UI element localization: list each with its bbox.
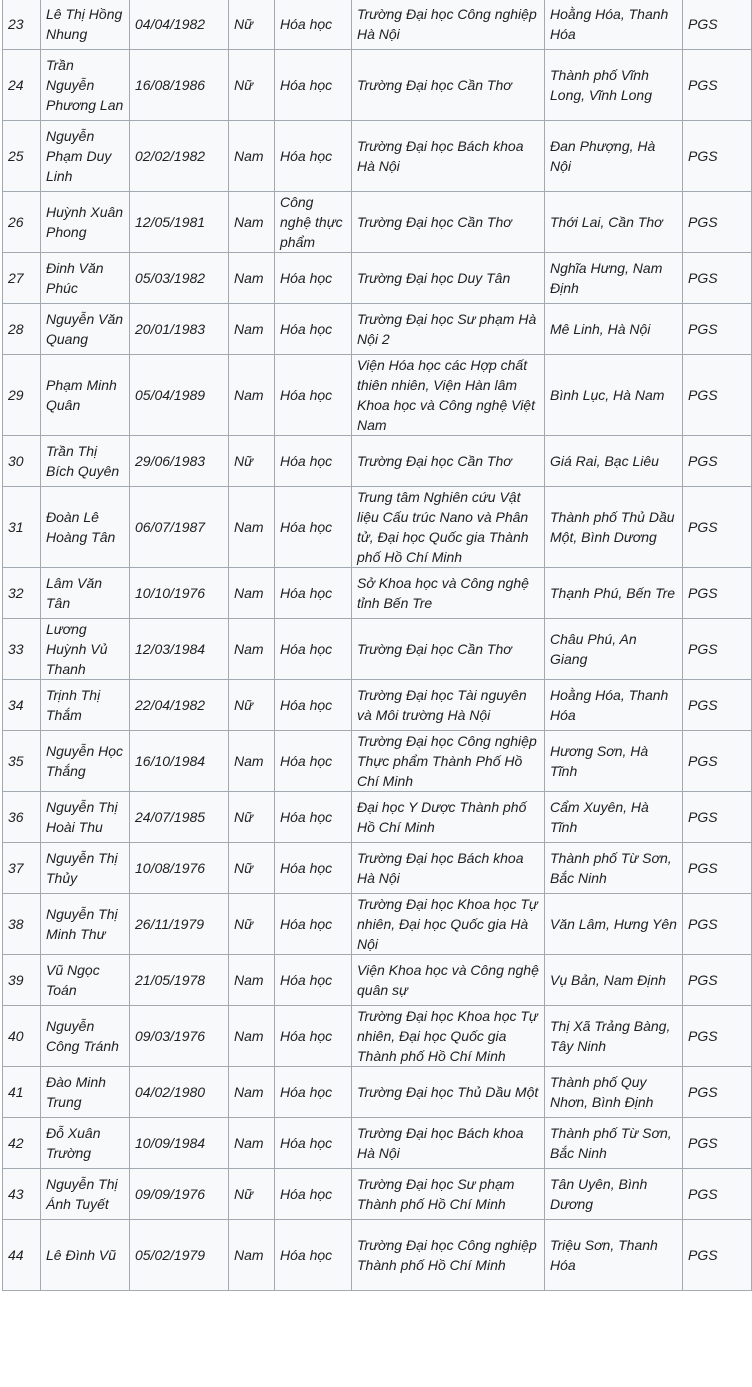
institution-cell: Viện Hóa học các Hợp chất thiên nhiên, Viện Hàn lâm Khoa học và Công nghệ Việt Nam <box>352 355 545 436</box>
gender-cell: Nữ <box>229 792 275 843</box>
row-number-cell: 40 <box>3 1006 41 1067</box>
professors-table <box>2 0 752 1291</box>
row-number-cell: 39 <box>3 955 41 1006</box>
title-cell: PGS <box>683 1118 752 1169</box>
birth-date-cell: 09/03/1976 <box>130 1006 229 1067</box>
hometown-cell: Thành phố Quy Nhơn, Bình Định <box>545 1067 683 1118</box>
name-cell: Nguyễn Văn Quang <box>41 304 130 355</box>
gender-cell: Nam <box>229 568 275 619</box>
field-cell: Hóa học <box>275 619 352 680</box>
birth-date-cell: 22/04/1982 <box>130 680 229 731</box>
field-cell: Công nghệ thực phẩm <box>275 192 352 253</box>
table-row <box>3 1118 752 1169</box>
birth-date-cell: 29/06/1983 <box>130 436 229 487</box>
hometown-cell: Hoằng Hóa, Thanh Hóa <box>545 0 683 50</box>
institution-cell: Trường Đại học Bách khoa Hà Nội <box>352 121 545 192</box>
hometown-cell: Thạnh Phú, Bến Tre <box>545 568 683 619</box>
row-number-cell: 23 <box>3 0 41 50</box>
title-cell: PGS <box>683 568 752 619</box>
institution-cell: Trường Đại học Khoa học Tự nhiên, Đại học Quốc gia Thành phố Hồ Chí Minh <box>352 1006 545 1067</box>
gender-cell: Nam <box>229 1118 275 1169</box>
table-row <box>3 955 752 1006</box>
gender-cell: Nữ <box>229 894 275 955</box>
table-row <box>3 894 752 955</box>
institution-cell: Trường Đại học Cần Thơ <box>352 619 545 680</box>
birth-date-cell: 12/03/1984 <box>130 619 229 680</box>
title-cell: PGS <box>683 619 752 680</box>
institution-cell: Trường Đại học Cần Thơ <box>352 192 545 253</box>
institution-cell: Trường Đại học Duy Tân <box>352 253 545 304</box>
institution-cell: Đại học Y Dược Thành phố Hồ Chí Minh <box>352 792 545 843</box>
row-number-cell: 36 <box>3 792 41 843</box>
name-cell: Nguyễn Phạm Duy Linh <box>41 121 130 192</box>
row-number-cell: 32 <box>3 568 41 619</box>
gender-cell: Nữ <box>229 1169 275 1220</box>
name-cell: Đào Minh Trung <box>41 1067 130 1118</box>
title-cell: PGS <box>683 894 752 955</box>
title-cell: PGS <box>683 792 752 843</box>
hometown-cell: Hương Sơn, Hà Tĩnh <box>545 731 683 792</box>
row-number-cell: 28 <box>3 304 41 355</box>
birth-date-cell: 04/04/1982 <box>130 0 229 50</box>
row-number-cell: 30 <box>3 436 41 487</box>
title-cell: PGS <box>683 304 752 355</box>
birth-date-cell: 10/09/1984 <box>130 1118 229 1169</box>
field-cell: Hóa học <box>275 1169 352 1220</box>
birth-date-cell: 16/10/1984 <box>130 731 229 792</box>
name-cell: Vũ Ngọc Toán <box>41 955 130 1006</box>
table-row <box>3 50 752 121</box>
table-row <box>3 192 752 253</box>
hometown-cell: Thới Lai, Cần Thơ <box>545 192 683 253</box>
hometown-cell: Hoằng Hóa, Thanh Hóa <box>545 680 683 731</box>
name-cell: Nguyễn Công Tránh <box>41 1006 130 1067</box>
table-row <box>3 436 752 487</box>
hometown-cell: Thành phố Vĩnh Long, Vĩnh Long <box>545 50 683 121</box>
field-cell: Hóa học <box>275 50 352 121</box>
field-cell: Hóa học <box>275 955 352 1006</box>
table-row <box>3 121 752 192</box>
table-row <box>3 253 752 304</box>
institution-cell: Trường Đại học Cần Thơ <box>352 436 545 487</box>
gender-cell: Nam <box>229 253 275 304</box>
birth-date-cell: 10/10/1976 <box>130 568 229 619</box>
name-cell: Lương Huỳnh Vủ Thanh <box>41 619 130 680</box>
table-row <box>3 0 752 50</box>
table-row <box>3 1220 752 1291</box>
field-cell: Hóa học <box>275 1067 352 1118</box>
institution-cell: Trường Đại học Bách khoa Hà Nội <box>352 1118 545 1169</box>
name-cell: Nguyễn Học Thắng <box>41 731 130 792</box>
row-number-cell: 31 <box>3 487 41 568</box>
name-cell: Nguyễn Thị Hoài Thu <box>41 792 130 843</box>
title-cell: PGS <box>683 487 752 568</box>
birth-date-cell: 05/04/1989 <box>130 355 229 436</box>
title-cell: PGS <box>683 1220 752 1291</box>
birth-date-cell: 26/11/1979 <box>130 894 229 955</box>
hometown-cell: Thành phố Từ Sơn, Bắc Ninh <box>545 1118 683 1169</box>
table-row <box>3 1067 752 1118</box>
birth-date-cell: 16/08/1986 <box>130 50 229 121</box>
table-row <box>3 1006 752 1067</box>
title-cell: PGS <box>683 121 752 192</box>
name-cell: Trịnh Thị Thắm <box>41 680 130 731</box>
gender-cell: Nam <box>229 1220 275 1291</box>
row-number-cell: 43 <box>3 1169 41 1220</box>
gender-cell: Nam <box>229 121 275 192</box>
title-cell: PGS <box>683 192 752 253</box>
name-cell: Trần Nguyễn Phương Lan <box>41 50 130 121</box>
hometown-cell: Cẩm Xuyên, Hà Tĩnh <box>545 792 683 843</box>
field-cell: Hóa học <box>275 0 352 50</box>
name-cell: Nguyễn Thị Thủy <box>41 843 130 894</box>
gender-cell: Nữ <box>229 843 275 894</box>
hometown-cell: Triệu Sơn, Thanh Hóa <box>545 1220 683 1291</box>
gender-cell: Nam <box>229 192 275 253</box>
field-cell: Hóa học <box>275 355 352 436</box>
birth-date-cell: 21/05/1978 <box>130 955 229 1006</box>
institution-cell: Trường Đại học Công nghiệp Hà Nội <box>352 0 545 50</box>
title-cell: PGS <box>683 731 752 792</box>
field-cell: Hóa học <box>275 121 352 192</box>
title-cell: PGS <box>683 680 752 731</box>
hometown-cell: Thành phố Từ Sơn, Bắc Ninh <box>545 843 683 894</box>
row-number-cell: 27 <box>3 253 41 304</box>
name-cell: Đỗ Xuân Trường <box>41 1118 130 1169</box>
table-row <box>3 568 752 619</box>
name-cell: Huỳnh Xuân Phong <box>41 192 130 253</box>
row-number-cell: 25 <box>3 121 41 192</box>
birth-date-cell: 05/03/1982 <box>130 253 229 304</box>
institution-cell: Trường Đại học Sư phạm Hà Nội 2 <box>352 304 545 355</box>
table-row <box>3 792 752 843</box>
institution-cell: Trường Đại học Thủ Dầu Một <box>352 1067 545 1118</box>
name-cell: Trần Thị Bích Quyên <box>41 436 130 487</box>
field-cell: Hóa học <box>275 253 352 304</box>
table-row <box>3 1169 752 1220</box>
hometown-cell: Đan Phượng, Hà Nội <box>545 121 683 192</box>
name-cell: Phạm Minh Quân <box>41 355 130 436</box>
hometown-cell: Bình Lục, Hà Nam <box>545 355 683 436</box>
gender-cell: Nam <box>229 955 275 1006</box>
hometown-cell: Thị Xã Trảng Bàng, Tây Ninh <box>545 1006 683 1067</box>
row-number-cell: 26 <box>3 192 41 253</box>
field-cell: Hóa học <box>275 1118 352 1169</box>
institution-cell: Trường Đại học Tài nguyên và Môi trường Hà Nội <box>352 680 545 731</box>
hometown-cell: Vụ Bản, Nam Định <box>545 955 683 1006</box>
gender-cell: Nam <box>229 1006 275 1067</box>
hometown-cell: Giá Rai, Bạc Liêu <box>545 436 683 487</box>
table-row <box>3 355 752 436</box>
row-number-cell: 29 <box>3 355 41 436</box>
institution-cell: Trung tâm Nghiên cứu Vật liệu Cấu trúc Nano và Phân tử, Đại học Quốc gia Thành phố Hồ Chí Minh <box>352 487 545 568</box>
title-cell: PGS <box>683 253 752 304</box>
row-number-cell: 37 <box>3 843 41 894</box>
name-cell: Nguyễn Thị Ánh Tuyết <box>41 1169 130 1220</box>
row-number-cell: 35 <box>3 731 41 792</box>
field-cell: Hóa học <box>275 792 352 843</box>
row-number-cell: 33 <box>3 619 41 680</box>
field-cell: Hóa học <box>275 568 352 619</box>
field-cell: Hóa học <box>275 731 352 792</box>
row-number-cell: 41 <box>3 1067 41 1118</box>
table-body <box>3 0 752 1291</box>
hometown-cell: Thành phố Thủ Dầu Một, Bình Dương <box>545 487 683 568</box>
birth-date-cell: 02/02/1982 <box>130 121 229 192</box>
row-number-cell: 24 <box>3 50 41 121</box>
birth-date-cell: 04/02/1980 <box>130 1067 229 1118</box>
field-cell: Hóa học <box>275 1006 352 1067</box>
gender-cell: Nữ <box>229 680 275 731</box>
gender-cell: Nam <box>229 731 275 792</box>
institution-cell: Trường Đại học Công nghiệp Thực phẩm Thành Phố Hồ Chí Minh <box>352 731 545 792</box>
gender-cell: Nam <box>229 487 275 568</box>
field-cell: Hóa học <box>275 680 352 731</box>
birth-date-cell: 12/05/1981 <box>130 192 229 253</box>
gender-cell: Nữ <box>229 50 275 121</box>
hometown-cell: Văn Lâm, Hưng Yên <box>545 894 683 955</box>
row-number-cell: 42 <box>3 1118 41 1169</box>
institution-cell: Sở Khoa học và Công nghệ tỉnh Bến Tre <box>352 568 545 619</box>
title-cell: PGS <box>683 1067 752 1118</box>
institution-cell: Trường Đại học Cần Thơ <box>352 50 545 121</box>
row-number-cell: 34 <box>3 680 41 731</box>
name-cell: Đoàn Lê Hoàng Tân <box>41 487 130 568</box>
birth-date-cell: 09/09/1976 <box>130 1169 229 1220</box>
hometown-cell: Tân Uyên, Bình Dương <box>545 1169 683 1220</box>
field-cell: Hóa học <box>275 843 352 894</box>
table-row <box>3 304 752 355</box>
title-cell: PGS <box>683 0 752 50</box>
gender-cell: Nữ <box>229 0 275 50</box>
title-cell: PGS <box>683 355 752 436</box>
institution-cell: Trường Đại học Sư phạm Thành phố Hồ Chí Minh <box>352 1169 545 1220</box>
name-cell: Lâm Văn Tân <box>41 568 130 619</box>
title-cell: PGS <box>683 843 752 894</box>
gender-cell: Nam <box>229 355 275 436</box>
field-cell: Hóa học <box>275 1220 352 1291</box>
table-row <box>3 619 752 680</box>
birth-date-cell: 10/08/1976 <box>130 843 229 894</box>
table-row <box>3 843 752 894</box>
field-cell: Hóa học <box>275 436 352 487</box>
field-cell: Hóa học <box>275 304 352 355</box>
hometown-cell: Nghĩa Hưng, Nam Định <box>545 253 683 304</box>
name-cell: Lê Đình Vũ <box>41 1220 130 1291</box>
gender-cell: Nam <box>229 1067 275 1118</box>
birth-date-cell: 20/01/1983 <box>130 304 229 355</box>
institution-cell: Trường Đại học Khoa học Tự nhiên, Đại học Quốc gia Hà Nội <box>352 894 545 955</box>
institution-cell: Trường Đại học Công nghiệp Thành phố Hồ Chí Minh <box>352 1220 545 1291</box>
hometown-cell: Mê Linh, Hà Nội <box>545 304 683 355</box>
institution-cell: Viện Khoa học và Công nghệ quân sự <box>352 955 545 1006</box>
birth-date-cell: 06/07/1987 <box>130 487 229 568</box>
name-cell: Đinh Văn Phúc <box>41 253 130 304</box>
field-cell: Hóa học <box>275 487 352 568</box>
hometown-cell: Châu Phú, An Giang <box>545 619 683 680</box>
birth-date-cell: 05/02/1979 <box>130 1220 229 1291</box>
name-cell: Nguyễn Thị Minh Thư <box>41 894 130 955</box>
table-row <box>3 680 752 731</box>
title-cell: PGS <box>683 955 752 1006</box>
name-cell: Lê Thị Hồng Nhung <box>41 0 130 50</box>
title-cell: PGS <box>683 436 752 487</box>
field-cell: Hóa học <box>275 894 352 955</box>
gender-cell: Nữ <box>229 436 275 487</box>
institution-cell: Trường Đại học Bách khoa Hà Nội <box>352 843 545 894</box>
row-number-cell: 38 <box>3 894 41 955</box>
title-cell: PGS <box>683 50 752 121</box>
table-row <box>3 487 752 568</box>
title-cell: PGS <box>683 1006 752 1067</box>
row-number-cell: 44 <box>3 1220 41 1291</box>
table-row <box>3 731 752 792</box>
gender-cell: Nam <box>229 619 275 680</box>
gender-cell: Nam <box>229 304 275 355</box>
title-cell: PGS <box>683 1169 752 1220</box>
birth-date-cell: 24/07/1985 <box>130 792 229 843</box>
